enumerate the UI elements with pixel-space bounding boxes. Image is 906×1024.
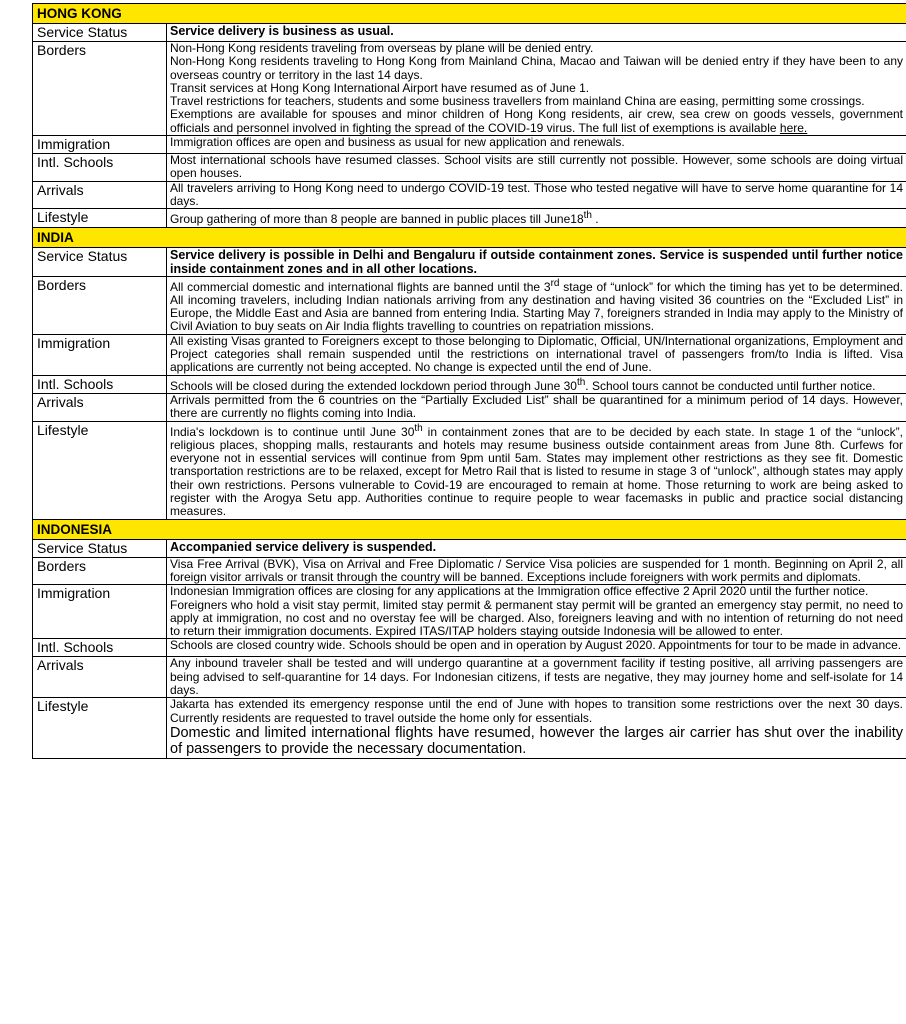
row-label-service-status: Service Status — [33, 539, 167, 557]
immigration-text: All existing Visas granted to Foreigners except to those belonging to Diplomatic, Official, UN/International organizations, Employment and Project categories shall remain suspended until the restrictions on international travel of passengers from/to India is lifted. Visa applications are currently not being accepted. No change is expected until the end of June. — [167, 334, 906, 375]
country-name-indonesia: INDONESIA — [33, 519, 906, 539]
service-status-text: Service delivery is possible in Delhi and Bengaluru if outside containment zones. Service is suspended until further notice inside containment zones and in all other locations. — [167, 247, 906, 276]
paragraph: Indonesian Immigration offices are closing for any applications at the Immigration office effective 2 April 2020 until the further notice. — [170, 584, 869, 599]
intl-schools-text — [167, 375, 906, 393]
table-row — [33, 421, 906, 519]
table-row — [33, 154, 906, 182]
exemptions-link[interactable]: here. — [779, 120, 808, 135]
table-row — [33, 393, 906, 421]
row-label-immigration: Immigration — [33, 585, 167, 639]
row-label-immigration: Immigration — [33, 136, 167, 154]
lifestyle-text — [167, 209, 906, 227]
table-row — [33, 657, 906, 698]
table-row — [33, 698, 906, 759]
row-label-lifestyle: Lifestyle — [33, 421, 167, 519]
table-row — [33, 209, 906, 227]
row-label-service-status: Service Status — [33, 247, 167, 276]
row-label-borders: Borders — [33, 42, 167, 136]
row-label-arrivals: Arrivals — [33, 657, 167, 698]
schools-text-a: Schools will be closed during the extended lockdown period through June 30 — [170, 378, 577, 393]
lifestyle-text-a: India's lockdown is to continue until June 30 — [170, 424, 415, 439]
paragraph: Transit services at Hong Kong International Airport have resumed as of June 1. — [170, 80, 590, 95]
table-row — [33, 181, 906, 209]
row-label-lifestyle: Lifestyle — [33, 698, 167, 759]
row-label-borders: Borders — [33, 276, 167, 334]
arrivals-text: Any inbound traveler shall be tested and will undergo quarantine at a government facility if testing positive, all arriving passengers are being advised to self-quarantine for 14 days. For Indonesian citizens, if tests are negative, they may journey home and self-isolate for 14 days. — [167, 657, 906, 698]
paragraph — [170, 108, 903, 135]
row-label-intl-schools: Intl. Schools — [33, 375, 167, 393]
paragraph-text: Exemptions are available for spouses and minor children of Hong Kong residents, air crew, sea crew on goods vessels, government officials and personnel involved in fighting the spread of the COVID-19 virus. The full list of exemptions is available — [170, 107, 904, 135]
lifestyle-text-tail: . — [591, 212, 599, 227]
row-label-arrivals: Arrivals — [33, 393, 167, 421]
superscript: rd — [550, 277, 560, 289]
immigration-text — [167, 585, 906, 639]
country-name-hong-kong: HONG KONG — [33, 4, 906, 24]
country-status-table — [32, 3, 906, 759]
row-label-intl-schools: Intl. Schools — [33, 639, 167, 657]
paragraph: Jakarta has extended its emergency response until the end of June with hopes to transition some restrictions over the next 30 days. Currently residents are requested to travel outside the home only for essentials. — [170, 697, 904, 725]
country-header-row — [33, 519, 906, 539]
borders-text: Visa Free Arrival (BVK), Visa on Arrival and Free Diplomatic / Service Visa policies are suspended for 1 month. Beginning on April 2, all foreign visitor arrivals or transit through the country will be banned. Exceptions include foreigners with work permits and diplomats. — [167, 557, 906, 585]
country-name-india: INDIA — [33, 227, 906, 247]
lifestyle-text — [167, 698, 906, 759]
intl-schools-text: Schools are closed country wide. Schools should be open and in operation by August 2020. Appointments for tour to be made in advance. — [167, 639, 906, 657]
country-header-row — [33, 4, 906, 24]
table-row — [33, 247, 906, 276]
borders-text-a: All commercial domestic and international flights are banned until the 3 — [170, 279, 551, 294]
table-row — [33, 42, 906, 136]
service-status-text: Service delivery is business as usual. — [167, 24, 906, 42]
lifestyle-text-main: Group gathering of more than 8 people are banned in public places till June18 — [170, 212, 584, 227]
lifestyle-text-b: in containment zones that are to be decided by each state. In stage 1 of the “unlock”, religious places, shopping malls, restaurants and hotels may resume business outside containment areas from June 8th. Curfews for everyone not in essential services will continue from 9pm until 5am. States may implement other restrictions as they see fit. Domestic transportation restrictions are to be relaxed, except for Metro Rail that is listed to resume in stage 3 of “unlock”, although states may apply their own restrictions. Persons vulnerable to Covid-19 are encouraged to remain at home. Those returning to work are being asked to register with the Arogya Setu app. Authorities continue to require people to wear facemasks in public and practice social distancing measures. — [170, 424, 904, 519]
table-row — [33, 375, 906, 393]
paragraph: Non-Hong Kong residents traveling from overseas by plane will be denied entry. — [170, 41, 594, 55]
paragraph: Domestic and limited international flights have resumed, however the larges air carrier has shut over the inability of passengers to provide the necessary documentation. — [170, 724, 904, 758]
row-label-service-status: Service Status — [33, 24, 167, 42]
table-row — [33, 276, 906, 334]
row-label-borders: Borders — [33, 557, 167, 585]
row-label-lifestyle: Lifestyle — [33, 209, 167, 227]
borders-text-b: stage of “unlock” for which the timing has yet to be determined. All incoming travelers, including Indian nationals arriving from any destination and having visited 36 countries on the “Excluded List” in Europe, the Middle East and Asia are banned from entering India. Starting May 7, foreigners stranded in India may apply to the Ministry of Civil Aviation to buy seats on Air India flights travelling to countries on repatriation missions. — [170, 279, 904, 334]
schools-text-b: . School tours cannot be conducted until further notice. — [585, 378, 876, 393]
table-row — [33, 639, 906, 657]
paragraph: Foreigners who hold a visit stay permit, limited stay permit & permanent stay permit will be granted an emergency stay permit, no need to apply at immigration, no cost and no overstay fee will be charged. Also, foreigners leaving and with no intention of returning do not need to return their immigration documents. Expired ITAS/ITAP holders staying outside Indonesia will be allowed to enter. — [170, 597, 904, 639]
arrivals-text: All travelers arriving to Hong Kong need to undergo COVID-19 test. Those who tested negative will have to serve home quarantine for 14 days. — [167, 181, 906, 209]
borders-text — [167, 276, 906, 334]
row-label-arrivals: Arrivals — [33, 181, 167, 209]
immigration-text: Immigration offices are open and business as usual for new application and renewals. — [167, 136, 906, 154]
table-row — [33, 557, 906, 585]
lifestyle-text — [167, 421, 906, 519]
travel-status-document — [32, 3, 906, 759]
row-label-intl-schools: Intl. Schools — [33, 154, 167, 182]
country-header-row — [33, 227, 906, 247]
service-status-text: Accompanied service delivery is suspended. — [167, 539, 906, 557]
table-row — [33, 539, 906, 557]
borders-text — [167, 42, 906, 136]
table-row — [33, 136, 906, 154]
row-label-immigration: Immigration — [33, 334, 167, 375]
table-row — [33, 334, 906, 375]
superscript: th — [414, 422, 423, 434]
superscript: th — [583, 210, 592, 222]
arrivals-text: Arrivals permitted from the 6 countries on the “Partially Excluded List” shall be quarantined for a minimum period of 14 days. However, there are currently no flights coming into India. — [167, 393, 906, 421]
superscript: th — [576, 376, 586, 388]
paragraph: Non-Hong Kong residents traveling to Hong Kong from Mainland China, Macao and Taiwan will be denied entry if they have been to any overseas country or territory in the last 14 days. — [170, 54, 904, 82]
table-row — [33, 24, 906, 42]
paragraph: Travel restrictions for teachers, students and some business travellers from mainland China are easing, permitting some crossings. — [170, 94, 865, 109]
table-row — [33, 585, 906, 639]
intl-schools-text: Most international schools have resumed classes. School visits are still currently not possible. However, some schools are doing virtual open houses. — [167, 154, 906, 182]
